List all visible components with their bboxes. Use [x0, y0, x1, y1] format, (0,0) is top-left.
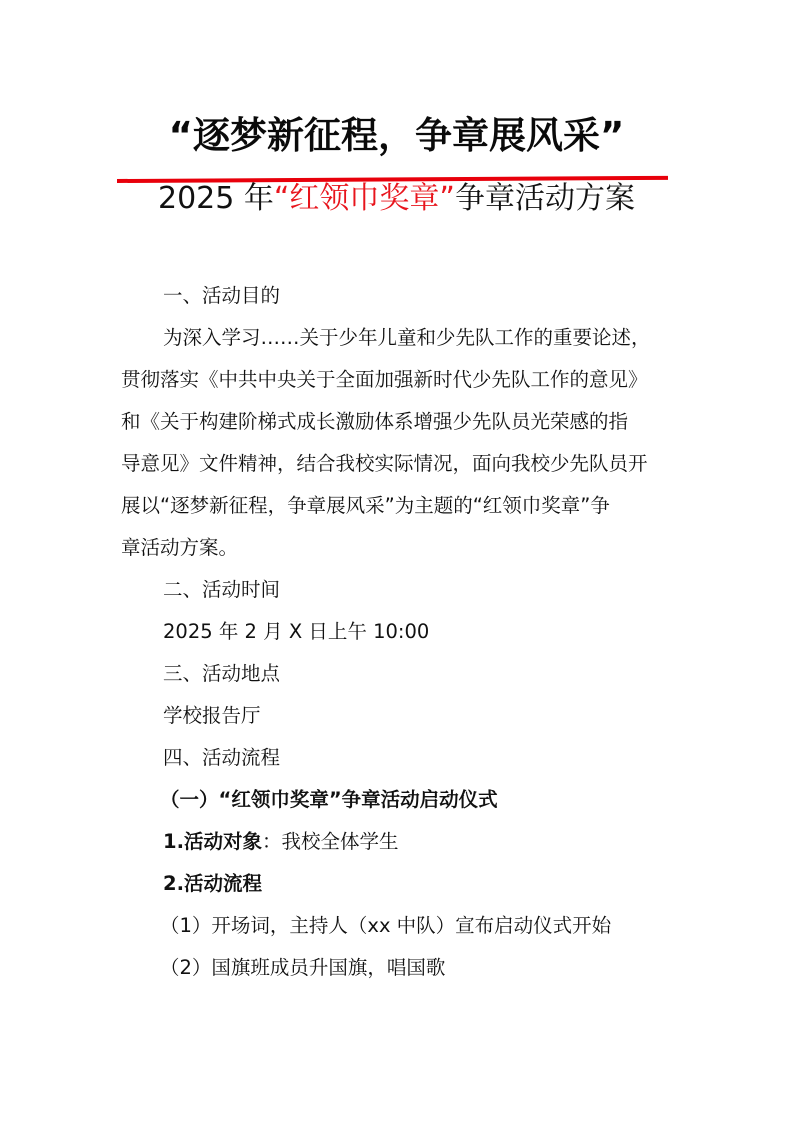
subtitle-year: 2025 年 — [158, 181, 274, 216]
item-value: ：我校全体学生 — [261, 830, 399, 853]
document-body — [121, 275, 681, 989]
subsection-heading-launch-ceremony: （一）“红领巾奖章”争章活动启动仪式 — [160, 788, 498, 811]
subtitle-suffix: 争章活动方案 — [454, 181, 635, 216]
item-participants — [121, 821, 681, 863]
section-heading-time: 二、活动时间 — [163, 578, 281, 601]
document-subtitle — [0, 176, 793, 222]
event-time: 2025 年 2 月 X 日上午 10:00 — [163, 620, 430, 643]
subtitle-highlight: “红领巾奖章” — [273, 181, 455, 216]
paragraph-line: 导意见》文件精神，结合我校实际情况，面向我校少先队员开 — [121, 452, 648, 475]
process-step: （2）国旗班成员升国旗，唱国歌 — [160, 956, 446, 979]
process-step: （1）开场词，主持人（xx 中队）宣布启动仪式开始 — [160, 914, 612, 937]
section-heading-process: 四、活动流程 — [163, 746, 281, 769]
paragraph-line: 展以“逐梦新征程，争章展风采”为主题的“红领巾奖章”争 — [121, 494, 610, 517]
paragraph-line: 和《关于构建阶梯式成长激励体系增强少先队员光荣感的指 — [121, 410, 629, 433]
item-label: 1.活动对象 — [163, 830, 262, 853]
paragraph-line: 为深入学习……关于少年儿童和少先队工作的重要论述， — [163, 326, 651, 349]
item-process-heading: 2.活动流程 — [163, 872, 262, 895]
paragraph-line: 章活动方案。 — [121, 536, 239, 559]
section-heading-purpose: 一、活动目的 — [163, 284, 281, 307]
purpose-paragraph — [121, 317, 681, 569]
event-location: 学校报告厅 — [163, 704, 261, 727]
paragraph-line: 贯彻落实《中共中央关于全面加强新时代少先队工作的意见》 — [121, 368, 648, 391]
section-heading-location: 三、活动地点 — [163, 662, 281, 685]
document-title: “逐梦新征程，争章展风采” — [168, 114, 625, 157]
